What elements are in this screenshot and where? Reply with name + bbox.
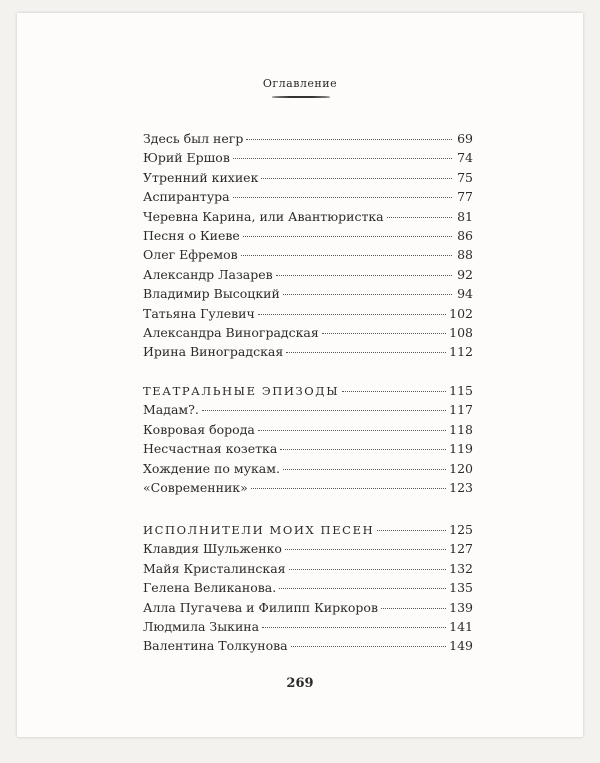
leader-dots bbox=[251, 488, 446, 489]
toc-entry[interactable] bbox=[143, 150, 473, 169]
leader-dots bbox=[202, 410, 446, 411]
toc-entry-page: 92 bbox=[457, 266, 473, 282]
toc-heading-page: 125 bbox=[449, 522, 473, 537]
toc-entry-page: 123 bbox=[449, 479, 473, 495]
toc-entry[interactable] bbox=[143, 480, 473, 499]
toc-entry[interactable] bbox=[143, 247, 473, 266]
toc-entry-page: 112 bbox=[449, 344, 473, 360]
leader-dots bbox=[262, 627, 446, 628]
toc-entry[interactable] bbox=[143, 189, 473, 208]
toc-entry-title: Утренний кихиек bbox=[143, 169, 259, 185]
toc-entry-title: Здесь был негр bbox=[143, 131, 244, 146]
toc-entry-page: 120 bbox=[449, 460, 473, 476]
toc-entry[interactable] bbox=[143, 170, 473, 189]
toc-entry-page: 132 bbox=[449, 560, 473, 576]
toc-entry-page: 117 bbox=[449, 402, 473, 418]
toc-entry-page: 102 bbox=[449, 305, 473, 321]
leader-dots bbox=[387, 217, 452, 218]
toc-entry-page: 69 bbox=[457, 131, 473, 146]
toc-entry-title: «Современник» bbox=[143, 479, 248, 495]
leader-dots bbox=[377, 530, 446, 531]
toc-entry[interactable] bbox=[143, 541, 473, 560]
toc-entry[interactable] bbox=[143, 422, 473, 441]
toc-entry-title: Хождение по мукам. bbox=[143, 460, 280, 476]
toc-section-heading[interactable] bbox=[143, 383, 473, 402]
leader-dots bbox=[279, 588, 446, 589]
toc-entry-title: Мадам?. bbox=[143, 402, 199, 418]
leader-dots bbox=[342, 391, 446, 392]
toc-entry-page: 139 bbox=[449, 599, 473, 615]
header-rule bbox=[272, 96, 330, 98]
toc-entry[interactable] bbox=[143, 131, 473, 150]
toc-entry-page: 119 bbox=[449, 441, 473, 457]
toc-entry-page: 141 bbox=[449, 618, 473, 634]
toc-entry-page: 86 bbox=[457, 227, 473, 243]
toc-entry-page: 77 bbox=[457, 189, 473, 205]
toc-entry-page: 108 bbox=[449, 324, 473, 340]
toc-entry-title: Олег Ефремов bbox=[143, 247, 238, 263]
leader-dots bbox=[233, 197, 452, 198]
toc-entry[interactable] bbox=[143, 441, 473, 460]
toc-entry[interactable] bbox=[143, 267, 473, 286]
toc-entry-title: Алла Пугачева и Филипп Киркоров bbox=[143, 599, 378, 615]
page-number: 269 bbox=[286, 676, 314, 691]
toc-section-3 bbox=[143, 522, 473, 658]
toc-entry[interactable] bbox=[143, 600, 473, 619]
leader-dots bbox=[285, 549, 446, 550]
page-header: Оглавление bbox=[262, 77, 338, 90]
toc-entry[interactable] bbox=[143, 228, 473, 247]
toc-entry-page: 135 bbox=[449, 580, 473, 596]
toc-entry-page: 75 bbox=[457, 169, 473, 185]
toc-entry-title: Песня о Киеве bbox=[143, 227, 240, 243]
toc-heading-title: ТЕАТРАЛЬНЫЕ ЭПИЗОДЫ bbox=[143, 384, 340, 398]
toc-entry-title: Черевна Карина, или Авантюристка bbox=[143, 208, 384, 224]
leader-dots bbox=[283, 469, 446, 470]
toc-entry-title: Татьяна Гулевич bbox=[143, 305, 255, 321]
toc-entry[interactable] bbox=[143, 286, 473, 305]
toc-entry[interactable] bbox=[143, 344, 473, 363]
leader-dots bbox=[381, 608, 446, 609]
toc-entry[interactable] bbox=[143, 306, 473, 325]
leader-dots bbox=[243, 236, 452, 237]
leader-dots bbox=[261, 178, 452, 179]
leader-dots bbox=[322, 333, 446, 334]
toc-entry-page: 118 bbox=[449, 421, 473, 437]
toc-section-1 bbox=[143, 131, 473, 364]
toc-entry-page: 74 bbox=[457, 150, 473, 166]
toc-entry[interactable] bbox=[143, 325, 473, 344]
toc-entry-title: Клавдия Шульженко bbox=[143, 541, 282, 557]
leader-dots bbox=[241, 255, 452, 256]
book-page bbox=[17, 13, 583, 737]
toc-entry[interactable] bbox=[143, 402, 473, 421]
toc-heading-page: 115 bbox=[449, 383, 473, 398]
toc-entry[interactable] bbox=[143, 580, 473, 599]
toc-entry-title: Несчастная козетка bbox=[143, 441, 278, 457]
toc-entry-title: Майя Кристалинская bbox=[143, 560, 286, 576]
leader-dots bbox=[286, 352, 446, 353]
toc-entry-page: 88 bbox=[457, 247, 473, 263]
toc-entry-title: Александр Лазарев bbox=[143, 266, 273, 282]
toc-entry-page: 127 bbox=[449, 541, 473, 557]
leader-dots bbox=[258, 314, 446, 315]
toc-section-2 bbox=[143, 383, 473, 499]
leader-dots bbox=[258, 430, 446, 431]
toc-entry-title: Аспирантура bbox=[143, 189, 230, 205]
toc-entry-title: Александра Виноградская bbox=[143, 324, 319, 340]
toc-entry[interactable] bbox=[143, 638, 473, 657]
leader-dots bbox=[233, 158, 452, 159]
toc-entry-title: Гелена Великанова. bbox=[143, 580, 277, 596]
leader-dots bbox=[289, 569, 447, 570]
leader-dots bbox=[276, 275, 452, 276]
toc-entry-title: Ирина Виноградская bbox=[143, 344, 284, 360]
toc-entry-title: Ковровая борода bbox=[143, 421, 255, 437]
toc-entry[interactable] bbox=[143, 461, 473, 480]
leader-dots bbox=[291, 646, 447, 647]
toc-section-heading[interactable] bbox=[143, 522, 473, 541]
toc-entry-title: Людмила Зыкина bbox=[143, 618, 260, 634]
toc-entry-page: 94 bbox=[457, 286, 473, 302]
leader-dots bbox=[283, 294, 452, 295]
toc-entry-title: Владимир Высоцкий bbox=[143, 286, 280, 302]
toc-entry-page: 149 bbox=[449, 638, 473, 654]
leader-dots bbox=[280, 449, 446, 450]
toc-entry-page: 81 bbox=[457, 208, 473, 224]
toc-entry[interactable] bbox=[143, 209, 473, 228]
leader-dots bbox=[246, 139, 452, 140]
toc-entry-title: Валентина Толкунова bbox=[143, 638, 288, 654]
toc-heading-title: ИСПОЛНИТЕЛИ МОИХ ПЕСЕН bbox=[143, 523, 375, 537]
toc-entry[interactable] bbox=[143, 619, 473, 638]
toc-entry-title: Юрий Ершов bbox=[143, 150, 230, 166]
toc-entry[interactable] bbox=[143, 561, 473, 580]
